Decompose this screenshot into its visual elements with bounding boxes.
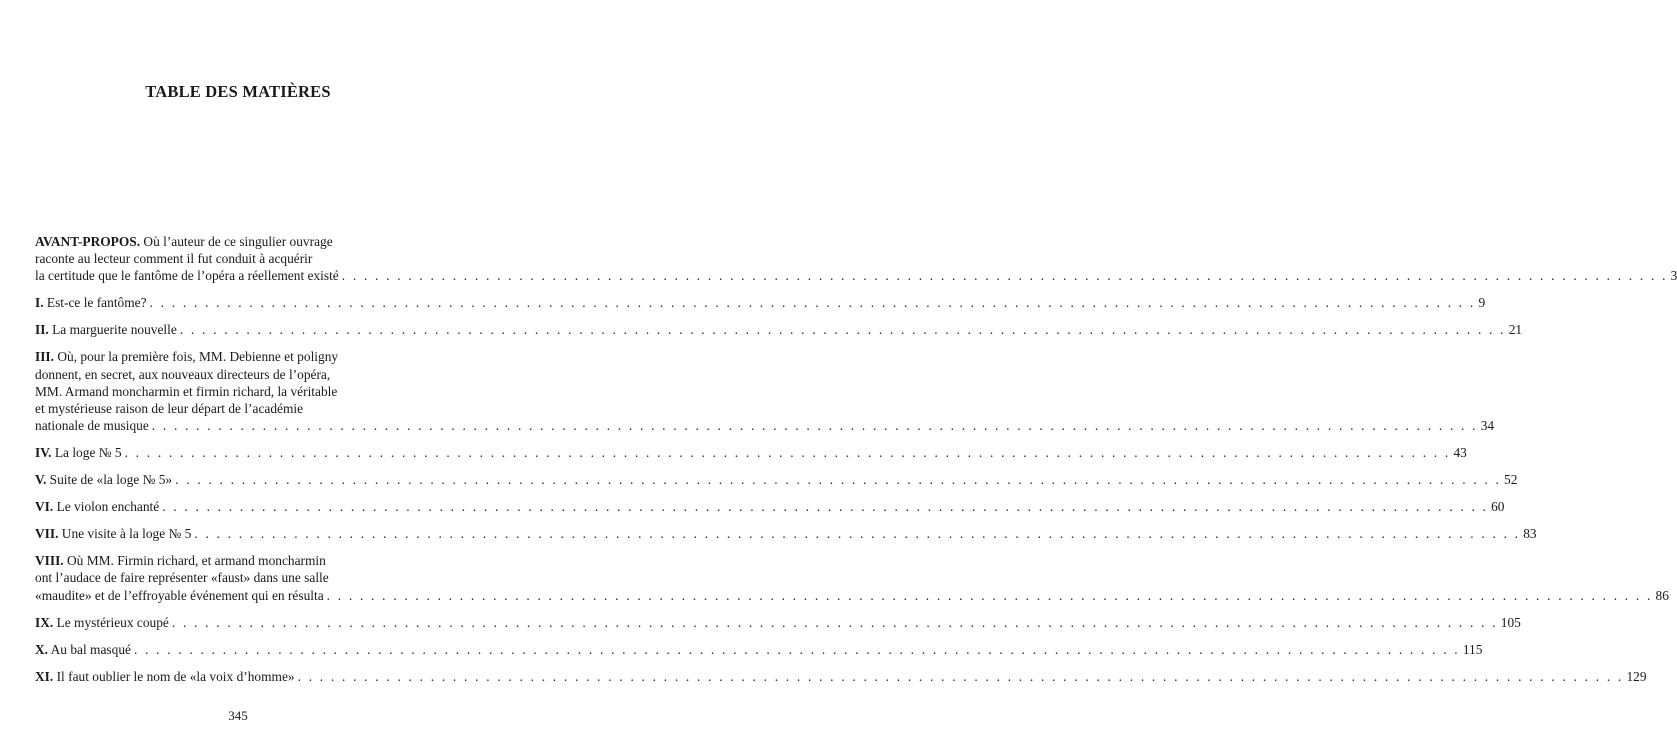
toc-entry <box>35 294 1486 311</box>
dot-leader: . . . . . . . . . . . . . . . . . . . . . . . . . . . . . . . . . . . . . . . . . . . . . . . . . . . . . . . . . . . . . . . . . . . . . . . . . . . . . . . . . . . . . . . . . . . . . . . . . . . . . . . . . . . . . . . . . . . . . . . . <box>175 472 1502 488</box>
toc-entry-text <box>35 587 324 604</box>
toc-entry-title: Est-ce le fantôme? <box>43 295 147 311</box>
toc-entry-page: 21 <box>1508 322 1523 338</box>
toc-entry-number: I. <box>35 295 44 311</box>
toc-entry-number: V. <box>35 472 47 488</box>
toc-entry-title: donnent, en secret, aux nouveaux directeurs de l’opéra, <box>35 366 331 382</box>
toc-entry <box>35 498 1505 515</box>
toc-entry-title: nationale de musique <box>35 417 149 433</box>
toc-entry-title: MM. Armand moncharmin et firmin richard, la véritable <box>35 383 338 399</box>
dot-leader: . . . . . . . . . . . . . . . . . . . . . . . . . . . . . . . . . . . . . . . . . . . . . . . . . . . . . . . . . . . . . . . . . . . . . . . . . . . . . . . . . . . . . . . . . . . . . . . . . . . . . . . . . . . . . . . . . . . . . . . . <box>341 268 1668 284</box>
toc-entry-page: 43 <box>1453 444 1467 460</box>
toc-entry-title: Au bal masqué <box>48 641 131 657</box>
toc-entry-text <box>35 614 169 631</box>
dot-leader: . . . . . . . . . . . . . . . . . . . . . . . . . . . . . . . . . . . . . . . . . . . . . . . . . . . . . . . . . . . . . . . . . . . . . . . . . . . . . . . . . . . . . . . . . . . . . . . . . . . . . . . . . . . . . . . . . . . . . . . . <box>297 668 1624 684</box>
toc-entry-title: et mystérieuse raison de leur départ de l’académie <box>35 400 304 416</box>
toc-entry-number: X. <box>35 641 49 657</box>
toc-entry-number: IX. <box>35 614 54 630</box>
dot-leader: . . . . . . . . . . . . . . . . . . . . . . . . . . . . . . . . . . . . . . . . . . . . . . . . . . . . . . . . . . . . . . . . . . . . . . . . . . . . . . . . . . . . . . . . . . . . . . . . . . . . . . . . . . . . . . . . . . . . . . . . <box>124 444 1451 460</box>
toc-entry <box>35 525 1537 542</box>
toc-entry-line <box>35 366 410 383</box>
toc-entry-title: raconte au lecteur comment il fut conduit à acquérir <box>35 251 313 267</box>
toc-entry-text <box>35 525 191 542</box>
toc-entry-text <box>35 417 149 434</box>
toc-entry <box>35 233 1677 284</box>
toc-entry <box>35 614 1521 631</box>
toc-entry-last-line <box>35 444 1467 461</box>
toc-entry-title: Le mystérieux coupé <box>53 614 169 630</box>
page-title: TABLE DES MATIÈRES <box>145 82 331 101</box>
toc-entry-number: AVANT-PROPOS. <box>35 234 141 249</box>
toc-entry-page: 52 <box>1504 472 1518 488</box>
toc-entry-number: II. <box>35 322 49 338</box>
toc-entry-number: IV. <box>35 444 52 460</box>
toc-entry-title: «maudite» et de l’effroyable événement qui en résulta <box>35 587 324 603</box>
toc-entry <box>35 641 1483 658</box>
toc-entry-title: la certitude que le fantôme de l’opéra a réellement existé <box>35 268 339 284</box>
toc-entry-title: ont l’audace de faire représenter «faust» dans une salle <box>35 570 329 586</box>
toc-entry <box>35 444 1467 461</box>
toc-entry-title: Où, pour la première fois, MM. Debienne et poligny <box>53 349 339 365</box>
toc-entry-line <box>35 348 410 365</box>
toc-entry-title: La marguerite nouvelle <box>48 322 177 338</box>
toc-entry-title: Une visite à la loge № 5 <box>58 526 192 542</box>
dot-leader: . . . . . . . . . . . . . . . . . . . . . . . . . . . . . . . . . . . . . . . . . . . . . . . . . . . . . . . . . . . . . . . . . . . . . . . . . . . . . . . . . . . . . . . . . . . . . . . . . . . . . . . . . . . . . . . . . . . . . . . . <box>133 641 1460 657</box>
toc-entry-text <box>35 471 172 488</box>
toc-entry-last-line <box>35 498 1505 515</box>
toc-entry-last-line <box>35 525 1537 542</box>
toc-entry-last-line <box>35 587 1669 604</box>
toc-entry-last-line <box>35 668 1647 685</box>
toc-entry-last-line <box>35 321 1523 338</box>
toc-entry-last-line <box>35 294 1486 311</box>
toc-entry-last-line <box>35 417 1495 434</box>
toc-entry-line <box>35 569 410 586</box>
toc-entry-line <box>35 383 410 400</box>
toc-entry-page: 129 <box>1626 668 1647 684</box>
toc-entry-line <box>35 400 410 417</box>
toc-entry-last-line <box>35 641 1483 658</box>
toc-entry-text <box>35 267 339 284</box>
toc-entry-page: 34 <box>1480 417 1495 433</box>
toc-entry <box>35 668 1647 685</box>
table-of-contents <box>35 233 1677 685</box>
dot-leader: . . . . . . . . . . . . . . . . . . . . . . . . . . . . . . . . . . . . . . . . . . . . . . . . . . . . . . . . . . . . . . . . . . . . . . . . . . . . . . . . . . . . . . . . . . . . . . . . . . . . . . . . . . . . . . . . . . . . . . . . <box>326 587 1653 603</box>
toc-entry-text <box>35 498 159 515</box>
toc-entry-number: VI. <box>35 499 54 515</box>
toc-entry-number: XI. <box>35 668 54 684</box>
toc-entry <box>35 348 1495 433</box>
page-number: 345 <box>228 708 248 723</box>
dot-leader: . . . . . . . . . . . . . . . . . . . . . . . . . . . . . . . . . . . . . . . . . . . . . . . . . . . . . . . . . . . . . . . . . . . . . . . . . . . . . . . . . . . . . . . . . . . . . . . . . . . . . . . . . . . . . . . . . . . . . . . . <box>149 295 1476 311</box>
toc-entry-page: 115 <box>1462 641 1483 657</box>
toc-entry-line <box>35 552 410 569</box>
toc-entry-last-line <box>35 614 1521 631</box>
toc-entry-number: VIII. <box>35 553 64 569</box>
toc-entry-number: VII. <box>35 526 59 542</box>
toc-entry-text <box>35 321 177 338</box>
toc-entry <box>35 471 1518 488</box>
toc-entry-number: III. <box>35 349 54 365</box>
toc-entry-title: Suite de «la loge № 5» <box>46 472 173 488</box>
toc-entry-text <box>35 294 147 311</box>
toc-entry-page: 83 <box>1523 526 1537 542</box>
toc-entry-title: Où l’auteur de ce singulier ouvrage <box>140 234 333 249</box>
dot-leader: . . . . . . . . . . . . . . . . . . . . . . . . . . . . . . . . . . . . . . . . . . . . . . . . . . . . . . . . . . . . . . . . . . . . . . . . . . . . . . . . . . . . . . . . . . . . . . . . . . . . . . . . . . . . . . . . . . . . . . . . <box>179 322 1506 338</box>
toc-entry-page: 86 <box>1655 587 1669 603</box>
toc-entry-page: 60 <box>1491 499 1505 515</box>
toc-entry-title: La loge № 5 <box>51 444 122 460</box>
toc-entry-title: Où MM. Firmin richard, et armand moncharmin <box>63 553 326 569</box>
toc-entry <box>35 552 1669 603</box>
toc-entry-line <box>35 250 410 267</box>
dot-leader: . . . . . . . . . . . . . . . . . . . . . . . . . . . . . . . . . . . . . . . . . . . . . . . . . . . . . . . . . . . . . . . . . . . . . . . . . . . . . . . . . . . . . . . . . . . . . . . . . . . . . . . . . . . . . . . . . . . . . . . . <box>194 526 1521 542</box>
toc-entry-text <box>35 641 131 658</box>
dot-leader: . . . . . . . . . . . . . . . . . . . . . . . . . . . . . . . . . . . . . . . . . . . . . . . . . . . . . . . . . . . . . . . . . . . . . . . . . . . . . . . . . . . . . . . . . . . . . . . . . . . . . . . . . . . . . . . . . . . . . . . . <box>171 614 1498 630</box>
dot-leader: . . . . . . . . . . . . . . . . . . . . . . . . . . . . . . . . . . . . . . . . . . . . . . . . . . . . . . . . . . . . . . . . . . . . . . . . . . . . . . . . . . . . . . . . . . . . . . . . . . . . . . . . . . . . . . . . . . . . . . . . <box>151 417 1478 433</box>
toc-entry-page: 3 <box>1670 268 1677 284</box>
toc-entry-title: Le violon enchanté <box>53 499 160 515</box>
toc-entry-title: Il faut oublier le nom de «la voix d’homme» <box>53 668 295 684</box>
toc-entry-text <box>35 668 295 685</box>
toc-entry <box>35 321 1523 338</box>
toc-entry-last-line <box>35 267 1677 284</box>
toc-entry-line <box>35 233 410 250</box>
toc-entry-text <box>35 444 122 461</box>
dot-leader: . . . . . . . . . . . . . . . . . . . . . . . . . . . . . . . . . . . . . . . . . . . . . . . . . . . . . . . . . . . . . . . . . . . . . . . . . . . . . . . . . . . . . . . . . . . . . . . . . . . . . . . . . . . . . . . . . . . . . . . . <box>162 499 1489 515</box>
toc-entry-page: 9 <box>1478 295 1486 311</box>
toc-entry-last-line <box>35 471 1518 488</box>
toc-entry-page: 105 <box>1500 614 1521 630</box>
